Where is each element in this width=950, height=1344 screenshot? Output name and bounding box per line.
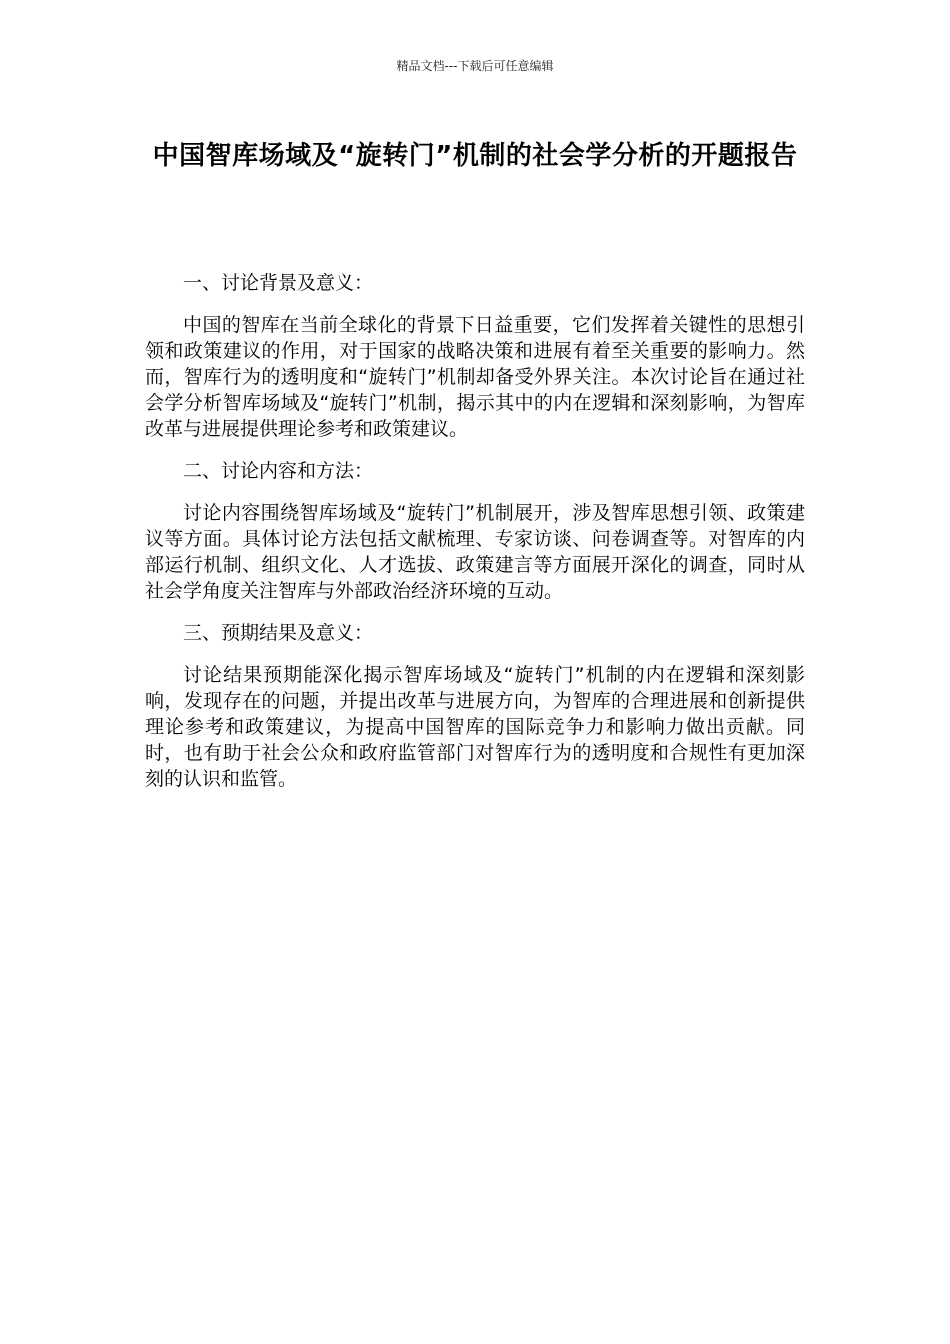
header-note: 精品文档---下载后可任意编辑 xyxy=(396,59,554,73)
section-body-methods: 讨论内容围绕智库场域及“旋转门”机制展开，涉及智库思想引领、政策建议等方面。具体讨论方法包括文献梳理、专家访谈、问卷调查等。对智库的内部运行机制、组织文化、人才选拔、政策建言等方面展开深化的调查，同时从社会学角度关注智库与外部政治经济环境的互动。 xyxy=(145,502,805,602)
document-title: 中国智库场域及“旋转门”机制的社会学分析的开题报告 xyxy=(152,141,798,171)
section-heading-methods: 二、讨论内容和方法： xyxy=(183,460,374,482)
document-body xyxy=(145,270,805,808)
section-heading-background: 一、讨论背景及意义： xyxy=(183,272,374,294)
section-body-background: 中国的智库在当前全球化的背景下日益重要，它们发挥着关键性的思想引领和政策建议的作用，对于国家的战略决策和进展有着至关重要的影响力。然而，智库行为的透明度和“旋转门”机制却备受外界关注。本次讨论旨在通过社会学分析智库场域及“旋转门”机制，揭示其中的内在逻辑和深刻影响，为智库改革与进展提供理论参考和政策建议。 xyxy=(145,314,805,440)
section-heading-expected-results: 三、预期结果及意义： xyxy=(183,622,374,644)
section-body-expected-results: 讨论结果预期能深化揭示智库场域及“旋转门”机制的内在逻辑和深刻影响，发现存在的问题，并提出改革与进展方向，为智库的合理进展和创新提供理论参考和政策建议，为提高中国智库的国际竞争力和影响力做出贡献。同时，也有助于社会公众和政府监管部门对智库行为的透明度和合规性有更加深刻的认识和监管。 xyxy=(145,664,805,790)
